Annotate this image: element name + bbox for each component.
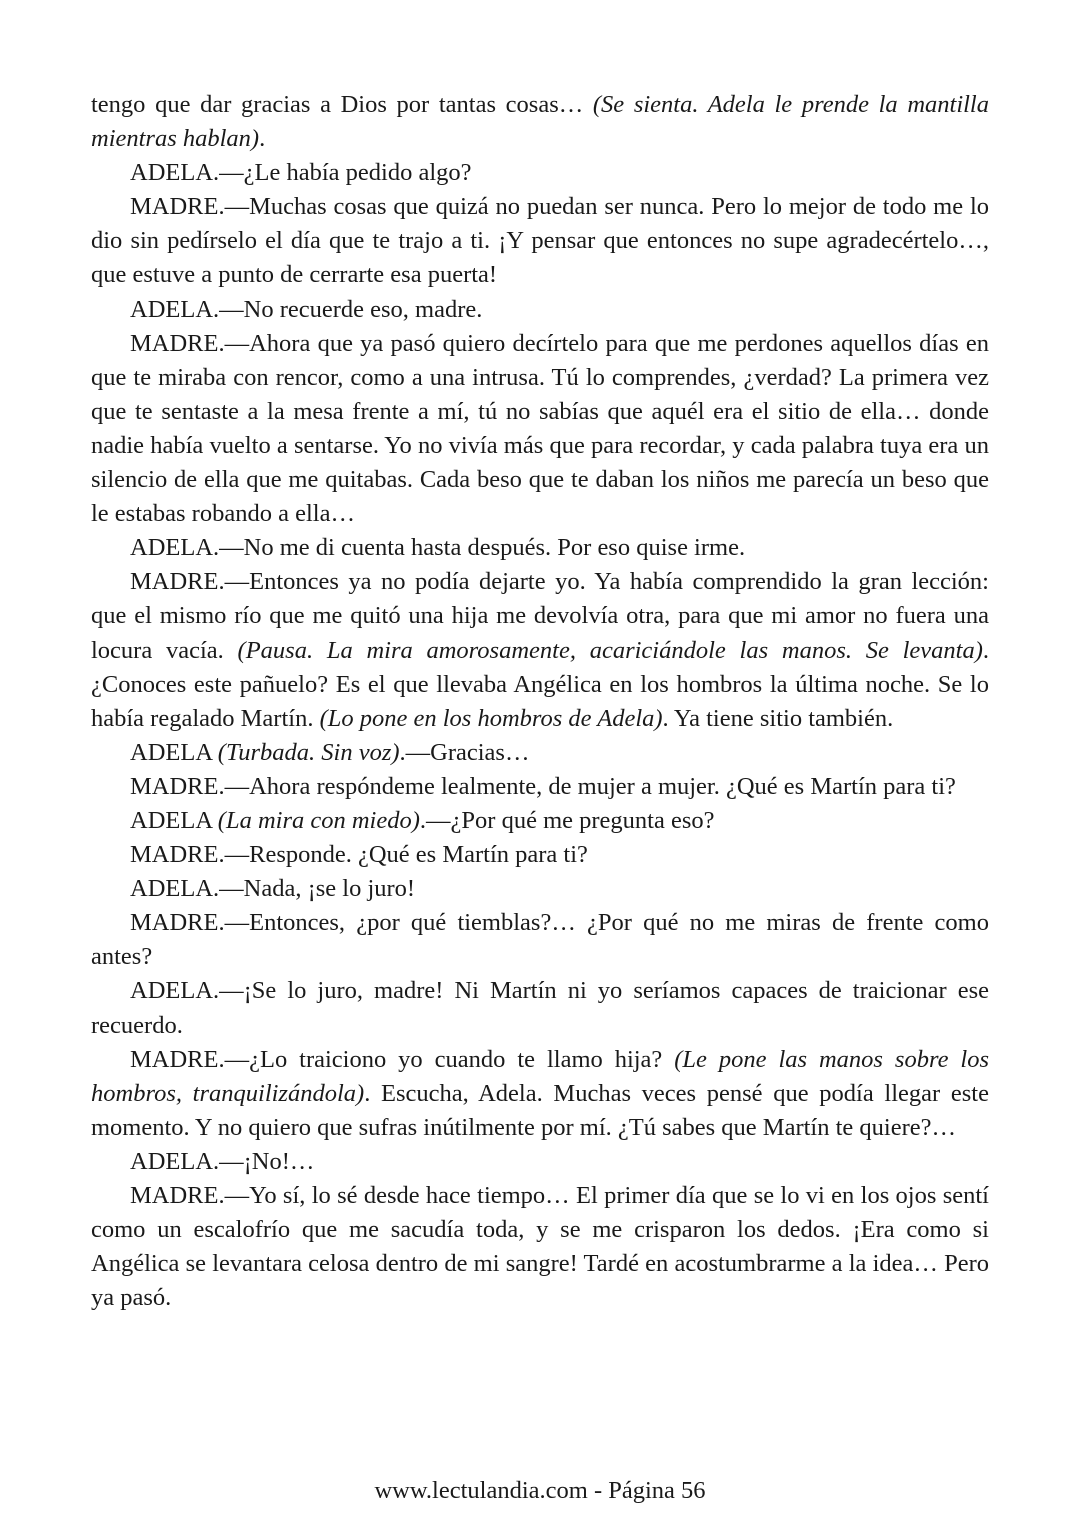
paragraph [91,770,989,804]
text-segment: ADELA.—No recuerde eso, madre. [130,295,483,323]
stage-direction: (Le pone las manos sobre los hombros, tranquilizándola) [91,1045,989,1107]
paragraph [91,565,989,735]
text-segment: ADELA.—¡Se lo juro, madre! Ni Martín ni yo seríamos capaces de traicionar ese recuerdo. [91,977,989,1039]
text-segment: MADRE.—Entonces, ¿por qué tiemblas?… ¿Por qué no me miras de frente como antes? [91,909,989,971]
paragraph [91,88,989,156]
stage-direction: (Lo pone en los hombros de Adela) [319,704,663,732]
body-text [91,88,989,1315]
text-segment: MADRE.—Ahora que ya pasó quiero decírtelo para que me perdones aquellos días en que te miraba con rencor, como a una intrusa. Tú lo comprendes, ¿verdad? La primera vez que te sentaste a la mesa frente a mí, tú no sabías que aquél era el sitio de ella… donde nadie había vuelto a sentarse. Yo no vivía más que para recordar, y cada palabra tuya era un silencio de ella que me quitabas. Cada beso que te daban los niños me parecía un beso que le estabas robando a ella… [91,329,989,528]
paragraph [91,327,989,532]
paragraph [91,1179,989,1315]
text-segment: . Escucha, Adela. Muchas veces pensé que podía llegar este momento. Y no quiero que sufras inútilmente por mí. ¿Tú sabes que Martín te quiere?… [91,1079,989,1141]
text-segment: MADRE.—Yo sí, lo sé desde hace tiempo… El primer día que se lo vi en los ojos sentí como un escalofrío que me sacudía toda, y se me crisparon los dedos. ¡Era como si Angélica se levantara celosa dentro de mi sangre! Tardé en acostumbrarme a la idea… Pero ya pasó. [91,1182,989,1312]
text-segment: .—¿Por qué me pregunta eso? [419,806,715,834]
text-segment: ADELA.—No me di cuenta hasta después. Por eso quise irme. [130,534,746,562]
stage-direction: (Turbada. Sin voz) [217,738,400,766]
text-segment: tengo que dar gracias a Dios por tantas cosas… [91,91,593,118]
stage-direction: (Se sienta. Adela le prende la mantilla mientras hablan) [91,91,989,153]
paragraph [91,872,989,906]
text-segment: MADRE.—¿Lo traiciono yo cuando te llamo hija? [130,1045,675,1073]
text-segment: MADRE.—Responde. ¿Qué es Martín para ti? [130,841,588,869]
text-segment: ADELA.—Nada, ¡se lo juro! [130,875,416,903]
text-segment: ADELA [130,806,218,834]
paragraph [91,1145,989,1179]
text-segment: ADELA.—¿Le había pedido algo? [130,159,472,187]
text-segment: . Ya tiene sitio también. [662,704,894,732]
paragraph [91,736,989,770]
paragraph [91,974,989,1042]
paragraph [91,838,989,872]
paragraph [91,804,989,838]
page-footer: www.lectulandia.com - Página 56 [374,1477,706,1504]
paragraph [91,156,989,190]
text-segment: MADRE.—Ahora respóndeme lealmente, de mujer a mujer. ¿Qué es Martín para ti? [130,772,956,800]
paragraph [91,531,989,565]
text-segment: . ¿Conoces este pañuelo? Es el que llevaba Angélica en los hombros la última noche. Se lo había regalado Martín. [91,636,989,732]
text-segment: ADELA.—¡No!… [130,1147,315,1175]
text-segment: MADRE.—Entonces ya no podía dejarte yo. Ya había comprendido la gran lección: que el mismo río que me quitó una hija me devolvía otra, para que mi amor no fuera una locura vacía. [91,568,989,664]
stage-direction: (Pausa. La mira amorosamente, acariciándole las manos. Se levanta) [237,636,983,664]
paragraph [91,293,989,327]
text-segment: . [259,125,266,153]
paragraph [91,906,989,974]
text-segment: .—Gracias… [399,738,530,766]
paragraph [91,190,989,292]
text-segment: ADELA [130,738,218,766]
paragraph [91,1043,989,1145]
text-segment: MADRE.—Muchas cosas que quizá no puedan ser nunca. Pero lo mejor de todo me lo dio sin pedírselo el día que te trajo a ti. ¡Y pensar que entonces no supe agradecértelo…, que estuve a punto de cerrarte esa puerta! [91,193,989,289]
stage-direction: (La mira con miedo) [217,806,420,834]
